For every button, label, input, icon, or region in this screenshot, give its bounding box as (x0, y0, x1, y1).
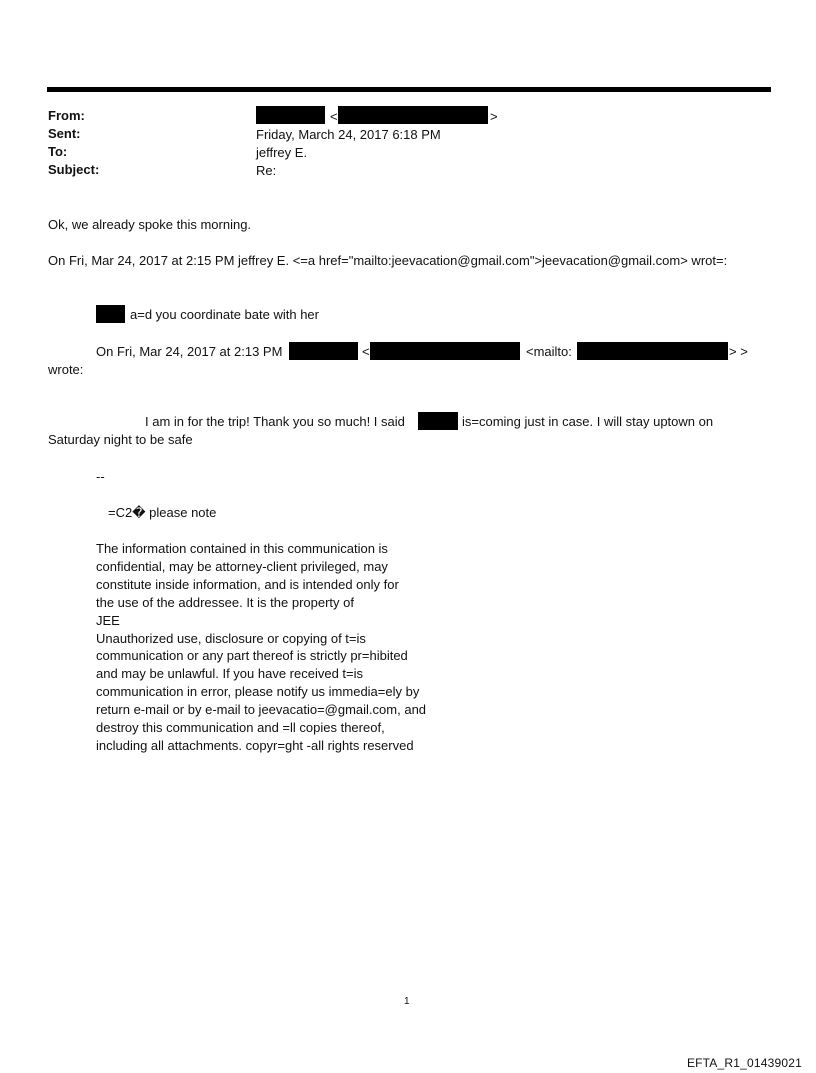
sent-value: Friday, March 24, 2017 6:18 PM (256, 127, 441, 142)
quote2-lt: < (362, 344, 370, 359)
quote2-wrote: wrote: (48, 362, 84, 377)
subject-label: Subject: (48, 162, 100, 177)
quote2-end: > > (729, 344, 748, 359)
sent-label: Sent: (48, 126, 81, 141)
disclaimer-line: the use of the addressee. It is the property of (96, 594, 354, 610)
message-line2: Saturday night to be safe (48, 432, 193, 447)
disclaimer-line: The information contained in this communication is (96, 541, 388, 556)
disclaimer-line: JEE (96, 612, 120, 628)
disclaimer-line: Unauthorized use, disclosure or copying of t=is (96, 630, 366, 646)
message-part1: I am in for the trip! Thank you so much! I said (145, 414, 405, 429)
redaction-email-2 (370, 342, 520, 360)
subject-value: Re: (256, 163, 277, 178)
message-part2: is=coming just in case. I will stay uptown on (462, 414, 714, 429)
quote2-prefix: On Fri, Mar 24, 2017 at 2:13 PM (96, 344, 283, 359)
from-lt: < (330, 109, 338, 124)
signature-dashes: -- (96, 469, 105, 484)
disclaimer-line: destroy this communication and =ll copies thereof, (96, 720, 385, 736)
quote1-header: On Fri, Mar 24, 2017 at 2:15 PM jeffrey E. <=a href="mailto:jeevacation@gmail.com">jeevacation@gmail.com> wrot=: (48, 253, 728, 268)
disclaimer-line: including all attachments. copyr=ght -all rights reserved (96, 737, 414, 753)
from-label: From: (48, 108, 85, 123)
from-gt: > (490, 109, 498, 124)
redaction-sender-email (338, 106, 488, 124)
redaction-name-1 (96, 305, 125, 323)
header-rule (47, 87, 771, 92)
redaction-sender-name (256, 106, 325, 124)
disclaimer-line: communication or any part thereof is strictly pr=hibited (96, 648, 408, 664)
disclaimer-line: constitute inside information, and is intended only for (96, 576, 399, 592)
redaction-name-2 (289, 342, 358, 360)
disclaimer-line: confidential, may be attorney-client privileged, may (96, 558, 388, 574)
document-id: EFTA_R1_01439021 (686, 1056, 802, 1070)
disclaimer-line: communication in error, please notify us immedia=ely by (96, 684, 420, 700)
quote1-text: a=d you coordinate bate with her (130, 307, 319, 322)
redaction-name-3 (418, 412, 458, 430)
page-number: 1 (404, 996, 410, 1007)
disclaimer (96, 540, 476, 755)
quote2-mailto: <mailto: (526, 344, 572, 359)
to-value: jeffrey E. (256, 145, 308, 160)
disclaimer-line: and may be unlawful. If you have received t=is (96, 666, 364, 682)
to-label: To: (48, 144, 68, 159)
please-note: =C2� please note (108, 505, 217, 520)
reply-text: Ok, we already spoke this morning. (48, 217, 252, 232)
disclaimer-line: return e-mail or by e-mail to jeevacatio=@gmail.com, and (96, 702, 427, 718)
redaction-email-3 (577, 342, 728, 360)
